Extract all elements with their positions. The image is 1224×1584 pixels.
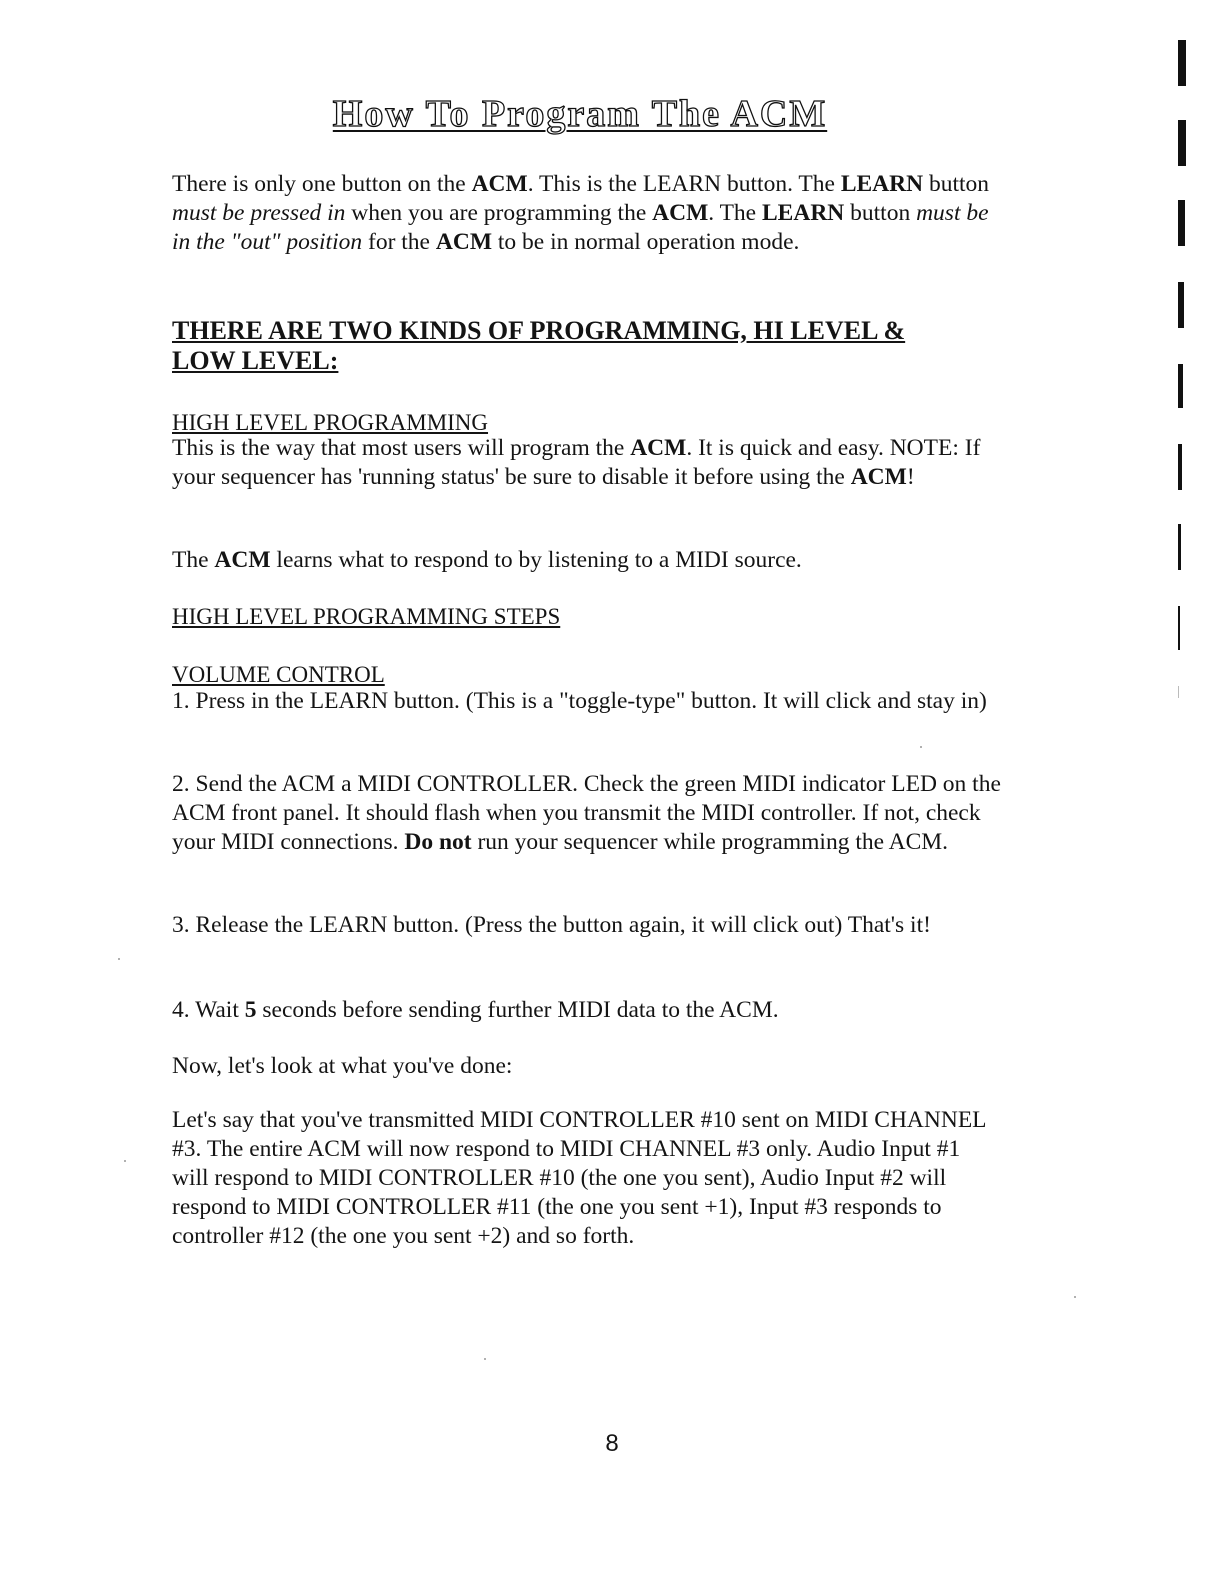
now-line: Now, let's look at what you've done:	[172, 1053, 513, 1079]
scan-mark	[1178, 606, 1180, 650]
scan-mark	[1178, 444, 1182, 490]
page-title: How To Program The ACM	[332, 93, 828, 135]
scan-speck	[1074, 1296, 1076, 1298]
scan-speck	[124, 1160, 126, 1162]
scan-speck	[484, 1358, 486, 1360]
step-1: 1. Press in the LEARN button. (This is a "toggle-type" button. It will click and stay in)	[172, 688, 987, 714]
volume-control-heading: VOLUME CONTROL	[172, 662, 385, 687]
high-level-paragraph: This is the way that most users will program the ACM. It is quick and easy. NOTE: If your sequencer has 'running status' be sure to disable it before using the ACM!	[172, 435, 981, 490]
learns-paragraph: The ACM learns what to respond to by listening to a MIDI source.	[172, 547, 802, 573]
scan-mark	[1178, 686, 1179, 698]
high-level-heading: HIGH LEVEL PROGRAMMING	[172, 410, 489, 435]
step-4: 4. Wait 5 seconds before sending further MIDI data to the ACM.	[172, 997, 779, 1023]
intro-paragraph: There is only one button on the ACM. This is the LEARN button. The LEARN button must be pressed in when you are programming the ACM. The LEARN button must be in the "out" position for the ACM to be in normal operation mode.	[172, 171, 990, 255]
steps-heading: HIGH LEVEL PROGRAMMING STEPS	[172, 604, 561, 629]
scan-speck	[920, 746, 922, 748]
scan-speck	[118, 958, 120, 960]
step-3: 3. Release the LEARN button. (Press the button again, it will click out) That's it!	[172, 912, 931, 938]
page-number: 8	[605, 1430, 619, 1457]
scan-mark	[1178, 524, 1181, 570]
scan-mark	[1178, 282, 1184, 328]
scan-mark	[1178, 40, 1186, 86]
scan-mark	[1178, 120, 1186, 166]
step-2: 2. Send the ACM a MIDI CONTROLLER. Check the green MIDI indicator LED on the ACM front panel. It should flash when you transmit the MIDI controller. If not, check your MIDI connections. Do not run your sequencer while programming the ACM.	[172, 771, 1001, 855]
example-paragraph: Let's say that you've transmitted MIDI CONTROLLER #10 sent on MIDI CHANNEL #3. The entire ACM will now respond to MIDI CHANNEL #3 only. Audio Input #1 will respond to MIDI CONTROLLER #10 (the one you sent), Audio Input #2 will respond to MIDI CONTROLLER #11 (the one you sent +1), Input #3 responds to controller #12 (the one you sent +2) and so forth.	[172, 1107, 986, 1249]
scan-mark	[1178, 364, 1183, 408]
scan-mark	[1178, 200, 1185, 246]
programming-kinds-heading: THERE ARE TWO KINDS OF PROGRAMMING, HI LEVEL & LOW LEVEL:	[172, 316, 906, 375]
